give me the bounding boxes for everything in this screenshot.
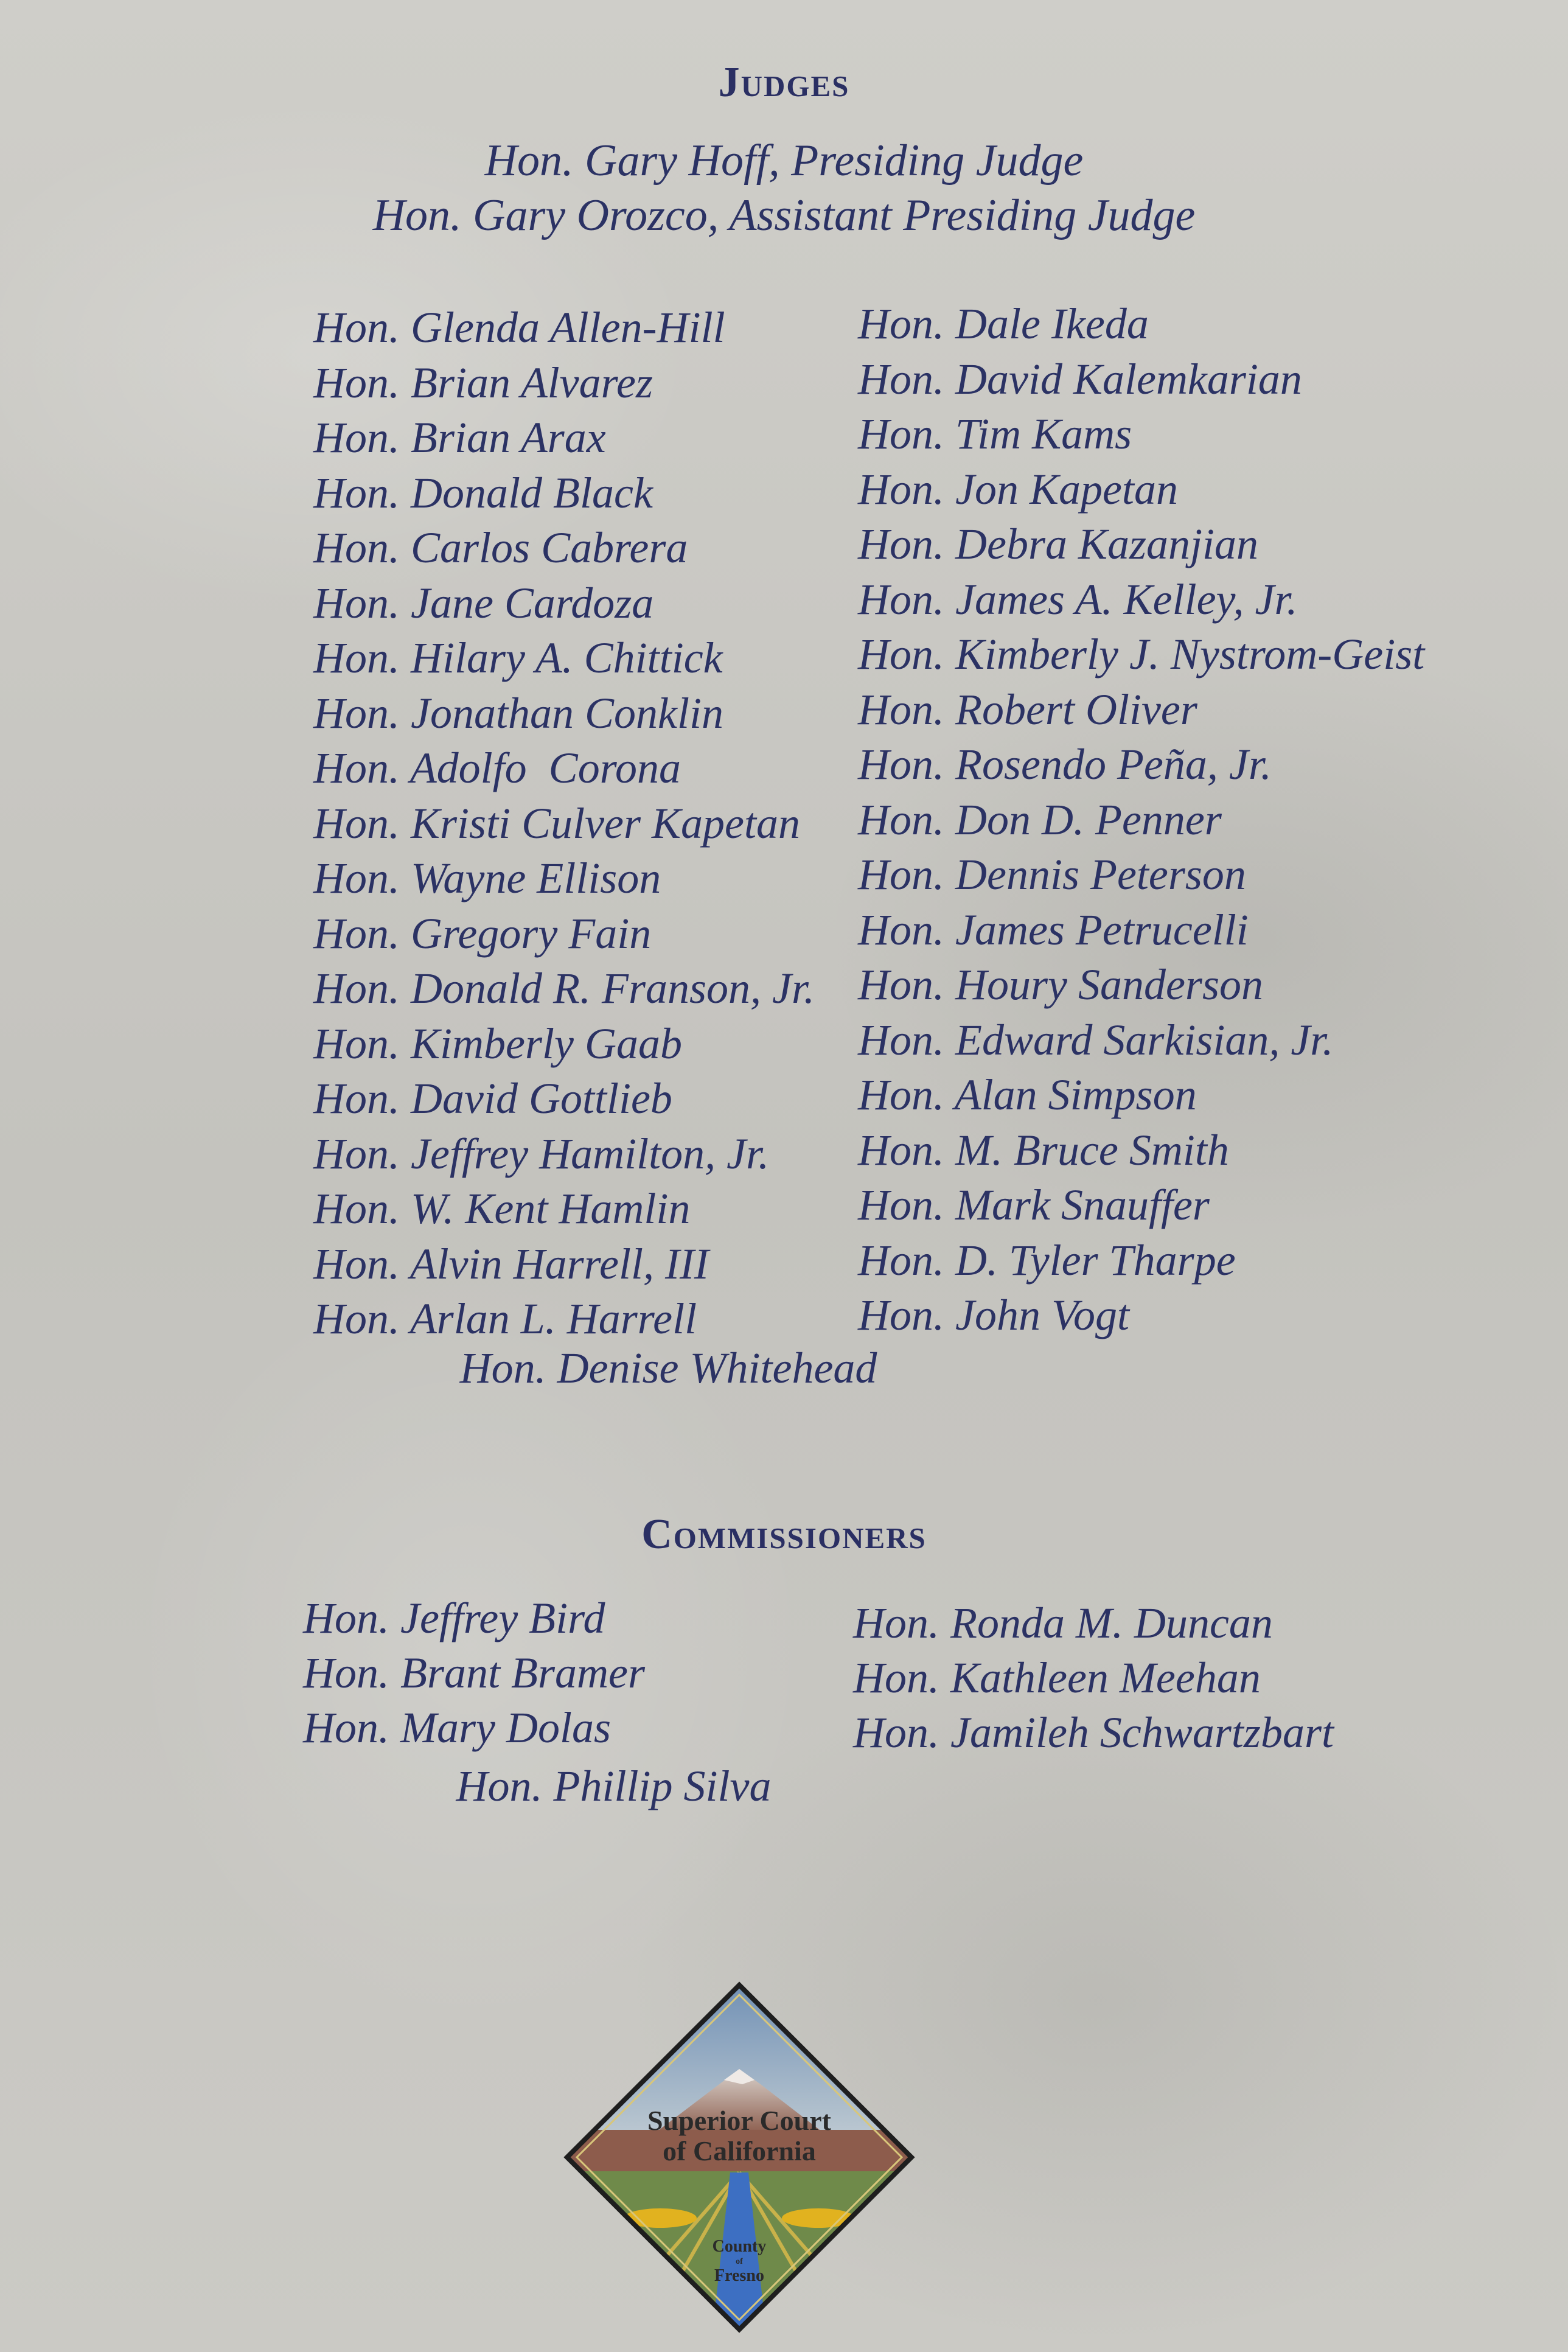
judge-name: Hon. Jonathan Conklin xyxy=(313,688,723,738)
judges-right-column xyxy=(858,296,1424,1343)
judge-name: Hon. Kimberly Gaab xyxy=(313,1019,682,1068)
court-seal-logo xyxy=(560,1978,919,2337)
assistant-presiding-judge: Hon. Gary Orozco, Assistant Presiding Judge xyxy=(372,190,1196,240)
judge-name: Hon. Arlan L. Harrell xyxy=(313,1294,697,1343)
judges-heading: Judges xyxy=(718,59,850,106)
judge-name: Hon. Don D. Penner xyxy=(858,795,1222,844)
seal-text-line2: of California xyxy=(663,2135,816,2166)
commissioner-name: Hon. Ronda M. Duncan xyxy=(853,1599,1273,1647)
judge-name: Hon. Kristi Culver Kapetan xyxy=(313,798,801,848)
seal-text-line1: Superior Court xyxy=(647,2105,831,2136)
presiding-judge: Hon. Gary Hoff, Presiding Judge xyxy=(484,136,1084,186)
judge-name: Hon. Jon Kapetan xyxy=(858,464,1178,514)
judge-name: Hon. D. Tyler Tharpe xyxy=(858,1235,1236,1285)
judge-name: Hon. James Petrucelli xyxy=(858,905,1249,954)
seal-text-line4: of xyxy=(736,2257,743,2266)
judge-name: Hon. Kimberly J. Nystrom-Geist xyxy=(858,630,1425,679)
judge-name: Hon. Alvin Harrell, III xyxy=(313,1239,709,1288)
judge-name: Hon. Debra Kazanjian xyxy=(858,520,1259,568)
judge-name: Hon. John Vogt xyxy=(858,1291,1129,1339)
judge-name-last: Hon. Denise Whitehead xyxy=(459,1344,877,1392)
judges-left-column xyxy=(313,300,815,1347)
judge-name: Hon. Gregory Fain xyxy=(313,909,652,958)
judge-name: Hon. Hilary A. Chittick xyxy=(313,633,723,682)
judge-name: Hon. Jeffrey Hamilton, Jr. xyxy=(313,1129,770,1178)
judge-name: Hon. Mark Snauffer xyxy=(858,1181,1210,1229)
judge-name: Hon. Carlos Cabrera xyxy=(313,523,688,572)
judge-name: Hon. Adolfo Corona xyxy=(313,744,681,792)
judge-name: Hon. Alan Simpson xyxy=(858,1070,1197,1119)
judge-name: Hon. Edward Sarkisian, Jr. xyxy=(858,1015,1334,1064)
commissioner-name: Hon. Kathleen Meehan xyxy=(853,1653,1261,1702)
judge-name: Hon. M. Bruce Smith xyxy=(858,1125,1229,1174)
judge-name: Hon. Tim Kams xyxy=(858,410,1132,458)
judge-name: Hon. Brian Alvarez xyxy=(313,358,653,407)
commissioners-left-column xyxy=(303,1591,645,1755)
judge-name: Hon. W. Kent Hamlin xyxy=(313,1184,691,1233)
judge-name: Hon. Brian Arax xyxy=(313,413,606,462)
judge-name: Hon. Jane Cardoza xyxy=(313,578,654,627)
judge-name: Hon. Wayne Ellison xyxy=(313,854,661,902)
judge-name: Hon. Houry Sanderson xyxy=(858,960,1263,1009)
judge-name: Hon. Donald R. Franson, Jr. xyxy=(313,964,815,1013)
commissioner-name-last: Hon. Phillip Silva xyxy=(456,1762,772,1810)
judge-name: Hon. Dale Ikeda xyxy=(858,299,1149,348)
commissioners-right-column xyxy=(853,1596,1334,1760)
seal-text-line3: County xyxy=(712,2237,767,2256)
judge-name: Hon. David Kalemkarian xyxy=(858,354,1302,403)
commissioners-heading: Commissioners xyxy=(641,1511,927,1558)
commissioner-name: Hon. Jeffrey Bird xyxy=(303,1594,605,1642)
seal-text-line5: Fresno xyxy=(714,2266,764,2285)
judge-name: Hon. David Gottlieb xyxy=(313,1074,672,1123)
judge-name: Hon. James A. Kelley, Jr. xyxy=(858,574,1298,624)
commissioner-name: Hon. Jamileh Schwartzbart xyxy=(853,1708,1334,1757)
judge-name: Hon. Robert Oliver xyxy=(858,685,1197,734)
judge-name: Hon. Glenda Allen-Hill xyxy=(313,303,725,352)
judge-name: Hon. Donald Black xyxy=(313,468,653,517)
commissioner-name: Hon. Mary Dolas xyxy=(303,1703,611,1752)
judge-name: Hon. Rosendo Peña, Jr. xyxy=(858,740,1272,789)
judge-name: Hon. Dennis Peterson xyxy=(858,850,1246,899)
commissioner-name: Hon. Brant Bramer xyxy=(303,1649,645,1697)
